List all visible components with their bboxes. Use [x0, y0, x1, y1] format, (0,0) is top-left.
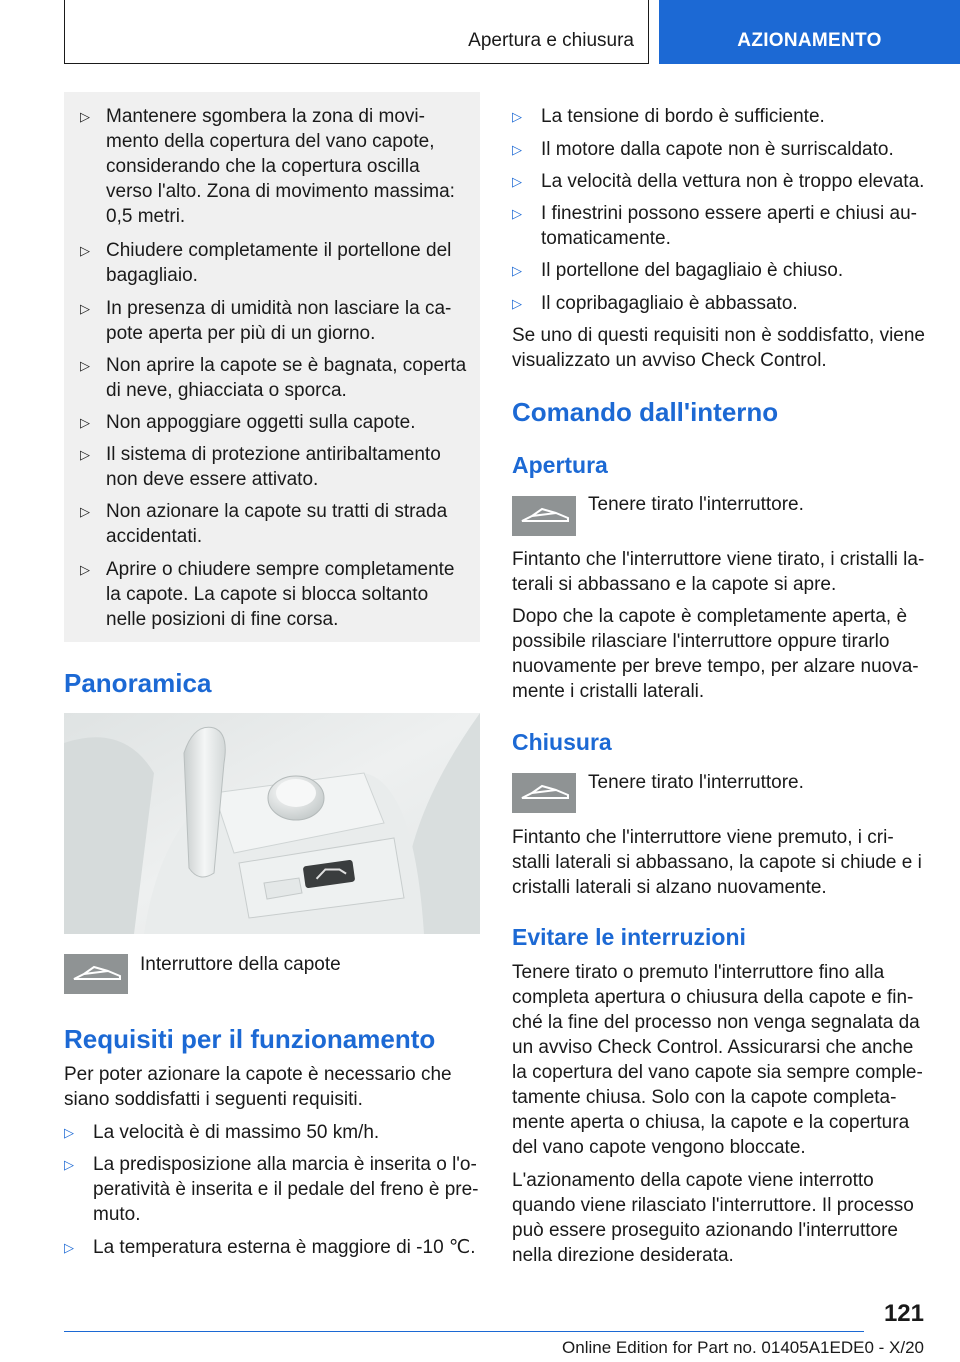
triangle-right-icon: ▷: [80, 562, 90, 577]
requirement-item: ▷ La velocità è di massimo 50 km/h.: [64, 1122, 380, 1143]
triangle-right-icon: ▷: [80, 358, 90, 373]
requirement-item: ▷ La tensione di bordo è sufficiente.: [512, 106, 825, 127]
opening-paragraph-2: Dopo che la capote è completamente aperta, è possibile rilasciare l'interruttore oppure tirarlo nuovamente per breve tempo, per alzare nuova- mente i cristalli laterali.: [512, 606, 919, 702]
header-chapter-tab: [659, 0, 960, 64]
opening-paragraph-1: Fintanto che l'interruttore viene tirato, i cristalli la- terali si abbassano e la capote si apre.: [512, 549, 925, 595]
triangle-right-icon: ▷: [512, 263, 522, 278]
triangle-right-icon: ▷: [80, 504, 90, 519]
warning-item: ▷ Non appoggiare oggetti sulla capote.: [80, 412, 416, 433]
triangle-right-icon: ▷: [512, 206, 522, 221]
subsection-title-opening: Apertura: [512, 452, 608, 478]
triangle-right-icon: ▷: [80, 109, 90, 124]
subsection-title-closing: Chiusura: [512, 729, 612, 755]
warning-item: ▷ Chiudere completamente il portellone del bagagliaio.: [80, 240, 452, 286]
avoid-paragraph-2: L'azionamento della capote viene interrotto quando viene rilasciato l'interruttore. Il processo può essere proseguito azionando l'interruttore nella direzione desiderata.: [512, 1170, 914, 1266]
opening-instruction: Tenere tirato l'interruttore.: [588, 494, 804, 515]
footer-edition: Online Edition for Part no. 01405A1EDE0 - X/20: [562, 1338, 924, 1357]
triangle-right-icon: ▷: [512, 174, 522, 189]
convertible-car-icon: [512, 496, 576, 536]
footer-divider: [64, 1331, 864, 1332]
closing-paragraph-1: Fintanto che l'interruttore viene premuto, i cri- stalli laterali si abbassano, la capote si chiude e i cristalli laterali si alzano nuovamente.: [512, 827, 922, 898]
triangle-right-icon: ▷: [512, 142, 522, 157]
center-console-photo: [64, 713, 480, 934]
page-number: 121: [883, 1300, 924, 1327]
requirement-item: ▷ I finestrini possono essere aperti e chiusi au- tomaticamente.: [512, 203, 917, 249]
requirements-intro: Per poter azionare la capote è necessario che siano soddisfatti i seguenti requisiti.: [64, 1064, 452, 1110]
warning-item: ▷ In presenza di umidità non lasciare la ca- pote aperta per più di un giorno.: [80, 298, 452, 344]
warning-item: ▷ Non aprire la capote se è bagnata, coperta di neve, ghiacciata o sporca.: [80, 355, 467, 401]
section-title-overview: Panoramica: [64, 668, 212, 698]
requirement-item: ▷ La velocità della vettura non è troppo elevata.: [512, 171, 925, 192]
triangle-right-icon: ▷: [80, 415, 90, 430]
triangle-right-icon: ▷: [512, 296, 522, 311]
requirement-item: ▷ Il motore dalla capote non è surriscaldato.: [512, 139, 894, 160]
warning-item: ▷ Aprire o chiudere sempre completamente la capote. La capote si blocca soltanto nelle posizioni di fine corsa.: [80, 559, 455, 630]
warning-item: ▷ Il sistema di protezione antiribaltamento non deve essere attivato.: [80, 444, 441, 490]
triangle-right-icon: ▷: [64, 1157, 74, 1172]
triangle-right-icon: ▷: [64, 1240, 74, 1255]
triangle-right-icon: ▷: [80, 301, 90, 316]
warning-item: ▷ Mantenere sgombera la zona di movi- mento della copertura del vano capote, considerando che la copertura oscilla verso l'alto. Zona di movimento massima: 0,5 metri.: [80, 106, 455, 227]
requirements-note: Se uno di questi requisiti non è soddisfatto, viene visualizzato un avviso Check Control.: [512, 325, 925, 371]
requirement-item: ▷ La predisposizione alla marcia è inserita o l'o- peratività è inserita e il pedale del freno è pre- muto.: [64, 1154, 479, 1225]
avoid-paragraph-1: Tenere tirato o premuto l'interruttore fino alla completa apertura o chiusura della capote e fin- ché la fine del processo non venga segnalata da un avviso Check Control. Assicurarsi che anche la copertura del vano capote sia sempre comple- tamente chiusa. Solo con la capote completa- mente aperta o chiusa, la capote e la copertura del vano capote vengono bloccate.: [512, 962, 923, 1158]
subsection-title-avoid: Evitare le interruzioni: [512, 924, 746, 950]
convertible-car-icon: [64, 954, 128, 994]
section-title-inside: Comando dall'interno: [512, 397, 779, 427]
section-title-requirements: Requisiti per il funzionamento: [64, 1024, 436, 1054]
overview-legend: Interruttore della capote: [140, 954, 341, 975]
requirement-item: ▷ Il copribagagliaio è abbassato.: [512, 293, 798, 314]
triangle-right-icon: ▷: [80, 447, 90, 462]
triangle-right-icon: ▷: [512, 109, 522, 124]
triangle-right-icon: ▷: [64, 1125, 74, 1140]
convertible-car-icon: [512, 773, 576, 813]
requirement-item: ▷ La temperatura esterna è maggiore di -10 ℃.: [64, 1237, 476, 1258]
warning-item: ▷ Non azionare la capote su tratti di strada accidentati.: [80, 501, 448, 547]
center-console-illustration: [64, 713, 480, 934]
header-box: [64, 0, 649, 64]
closing-instruction: Tenere tirato l'interruttore.: [588, 772, 804, 793]
requirement-item: ▷ Il portellone del bagagliaio è chiuso.: [512, 260, 844, 281]
header-section-title: Apertura e chiusura: [468, 30, 634, 51]
header-chapter-label: AZIONAMENTO: [737, 30, 882, 51]
triangle-right-icon: ▷: [80, 243, 90, 258]
